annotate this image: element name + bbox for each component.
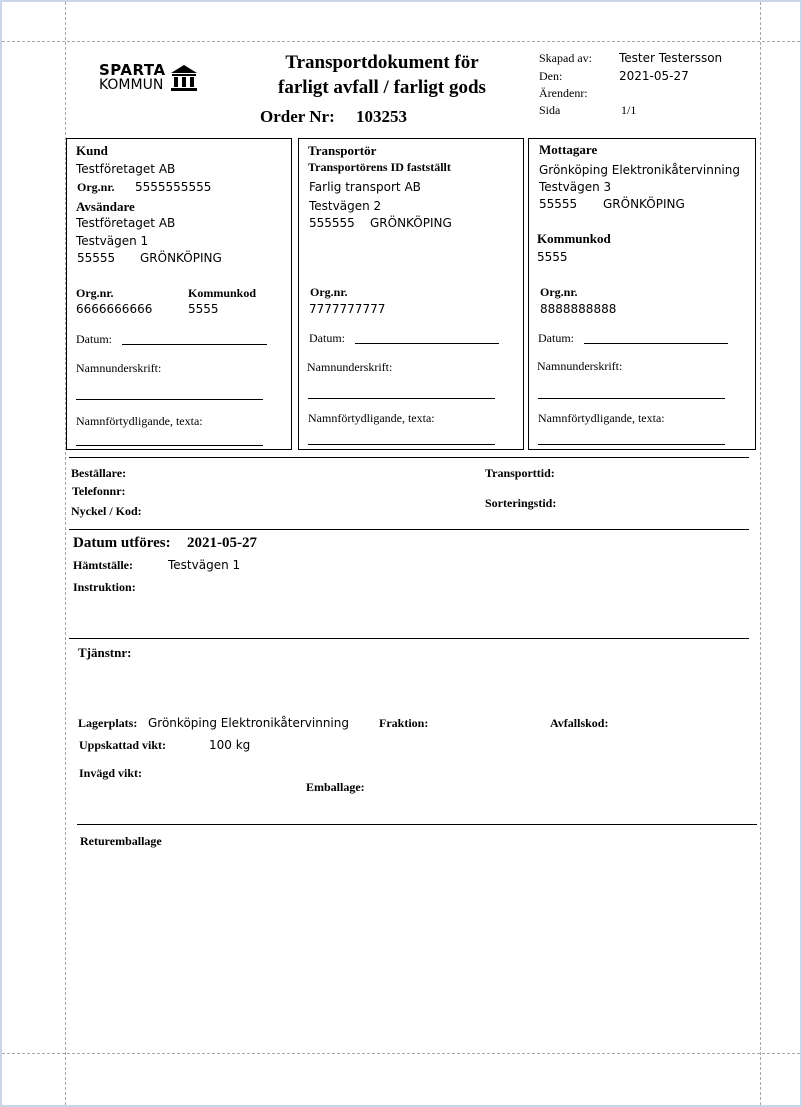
service-number-label: Tjänstnr: — [78, 645, 132, 660]
carrier-name: Farlig transport AB — [309, 180, 421, 194]
estimated-weight-label: Uppskattad vikt: — [79, 738, 167, 752]
receiver-date-line[interactable] — [584, 343, 728, 344]
sender-name: Testföretaget AB — [76, 216, 176, 230]
sparta-kommun-logo — [99, 62, 201, 94]
carrier-signature-label: Namnunderskrift: — [307, 360, 393, 374]
case-number-label: Ärendenr: — [539, 86, 588, 100]
receiver-heading: Mottagare — [539, 142, 598, 157]
waste-code-label: Avfallskod: — [550, 716, 609, 730]
storage-location-label: Lagerplats: — [78, 716, 138, 730]
key-code-label: Nyckel / Kod: — [71, 504, 142, 518]
instruction-label: Instruktion: — [73, 580, 136, 594]
execution-date-value: 2021-05-27 — [187, 535, 257, 551]
created-by-label: Skapad av: — [539, 51, 592, 65]
carrier-box — [298, 138, 524, 450]
order-number-value: 103253 — [356, 107, 407, 126]
estimated-weight-value: 100 kg — [209, 738, 251, 752]
return-packaging-label: Returemballage — [80, 834, 162, 848]
pickup-label: Hämtställe: — [73, 558, 133, 572]
customer-name: Testföretaget AB — [76, 162, 176, 176]
customer-kommunkod-value: 5555 — [188, 302, 219, 316]
carrier-zip: 555555 — [309, 216, 355, 230]
margin-guide-right — [760, 2, 761, 1105]
document-title-line1: Transportdokument för — [285, 52, 479, 73]
receiver-city: GRÖNKÖPING — [603, 197, 685, 211]
logo-text-line2: KOMMUN — [99, 77, 164, 93]
customer-clarification-label: Namnförtydligande, texta: — [76, 414, 203, 428]
margin-guide-top — [2, 41, 800, 42]
receiver-signature-line[interactable] — [538, 398, 725, 399]
transport-time-label: Transporttid: — [485, 466, 555, 480]
execution-date-label: Datum utföres: — [73, 535, 171, 551]
carrier-date-line[interactable] — [355, 343, 499, 344]
customer-kommunkod-label: Kommunkod — [188, 286, 257, 300]
receiver-kommunkod-label: Kommunkod — [537, 231, 611, 246]
receiver-zip: 55555 — [539, 197, 578, 211]
customer-clarification-line[interactable] — [76, 445, 263, 446]
customer-signature-line[interactable] — [76, 399, 263, 400]
carrier-id-heading: Transportörens ID fastställt — [308, 160, 451, 174]
receiver-signature-label: Namnunderskrift: — [537, 359, 623, 373]
carrier-orgnr-label: Org.nr. — [310, 285, 348, 299]
carrier-city: GRÖNKÖPING — [370, 216, 452, 230]
receiver-orgnr-value: 8888888888 — [540, 302, 617, 316]
date-value: 2021-05-27 — [619, 69, 689, 83]
sender-heading: Avsändare — [76, 199, 135, 214]
receiver-kommunkod-value: 5555 — [537, 250, 568, 264]
sender-orgnr-value: 6666666666 — [76, 302, 153, 316]
section-divider-2 — [69, 529, 749, 530]
customer-box — [66, 138, 292, 450]
sender-zip: 55555 — [77, 251, 116, 265]
page-value: 1/1 — [621, 103, 637, 117]
weighed-weight-label: Invägd vikt: — [79, 766, 143, 780]
sender-city: GRÖNKÖPING — [140, 251, 222, 265]
receiver-street: Testvägen 3 — [539, 180, 612, 194]
receiver-date-label: Datum: — [538, 331, 574, 345]
carrier-clarification-line[interactable] — [308, 444, 495, 445]
document-title-line2: farligt avfall / farligt gods — [278, 77, 486, 98]
margin-guide-bottom — [2, 1053, 800, 1054]
orderer-label: Beställare: — [71, 466, 127, 480]
carrier-signature-line[interactable] — [308, 398, 495, 399]
building-columns-icon — [170, 64, 198, 92]
section-divider-4 — [77, 824, 757, 825]
storage-location-value: Grönköping Elektronikåtervinning — [148, 716, 349, 730]
receiver-box — [528, 138, 756, 450]
packaging-label: Emballage: — [306, 780, 365, 794]
customer-date-label: Datum: — [76, 332, 112, 346]
receiver-orgnr-label: Org.nr. — [540, 285, 578, 299]
carrier-street: Testvägen 2 — [309, 199, 382, 213]
carrier-orgnr-value: 7777777777 — [309, 302, 386, 316]
phone-label: Telefonnr: — [72, 484, 126, 498]
carrier-date-label: Datum: — [309, 331, 345, 345]
carrier-clarification-label: Namnförtydligande, texta: — [308, 411, 435, 425]
date-label: Den: — [539, 69, 563, 83]
customer-heading: Kund — [76, 143, 108, 158]
customer-signature-label: Namnunderskrift: — [76, 361, 162, 375]
fraction-label: Fraktion: — [379, 716, 429, 730]
logo-text-line1: SPARTA — [99, 61, 166, 79]
page-label: Sida — [539, 103, 561, 117]
pickup-value: Testvägen 1 — [168, 558, 241, 572]
created-by-value: Tester Testersson — [619, 51, 723, 65]
customer-date-line[interactable] — [122, 344, 267, 345]
receiver-name: Grönköping Elektronikåtervinning — [539, 163, 740, 177]
sorting-time-label: Sorteringstid: — [485, 496, 557, 510]
sender-street: Testvägen 1 — [76, 234, 149, 248]
carrier-heading: Transportör — [308, 143, 377, 158]
section-divider-3 — [69, 638, 749, 639]
customer-orgnr-value: 5555555555 — [135, 180, 212, 194]
receiver-clarification-label: Namnförtydligande, texta: — [538, 411, 665, 425]
sender-orgnr-label: Org.nr. — [76, 286, 114, 300]
receiver-clarification-line[interactable] — [538, 444, 725, 445]
section-divider-1 — [69, 457, 749, 458]
customer-orgnr-label: Org.nr. — [77, 180, 115, 194]
order-number-label: Order Nr: — [260, 107, 335, 126]
